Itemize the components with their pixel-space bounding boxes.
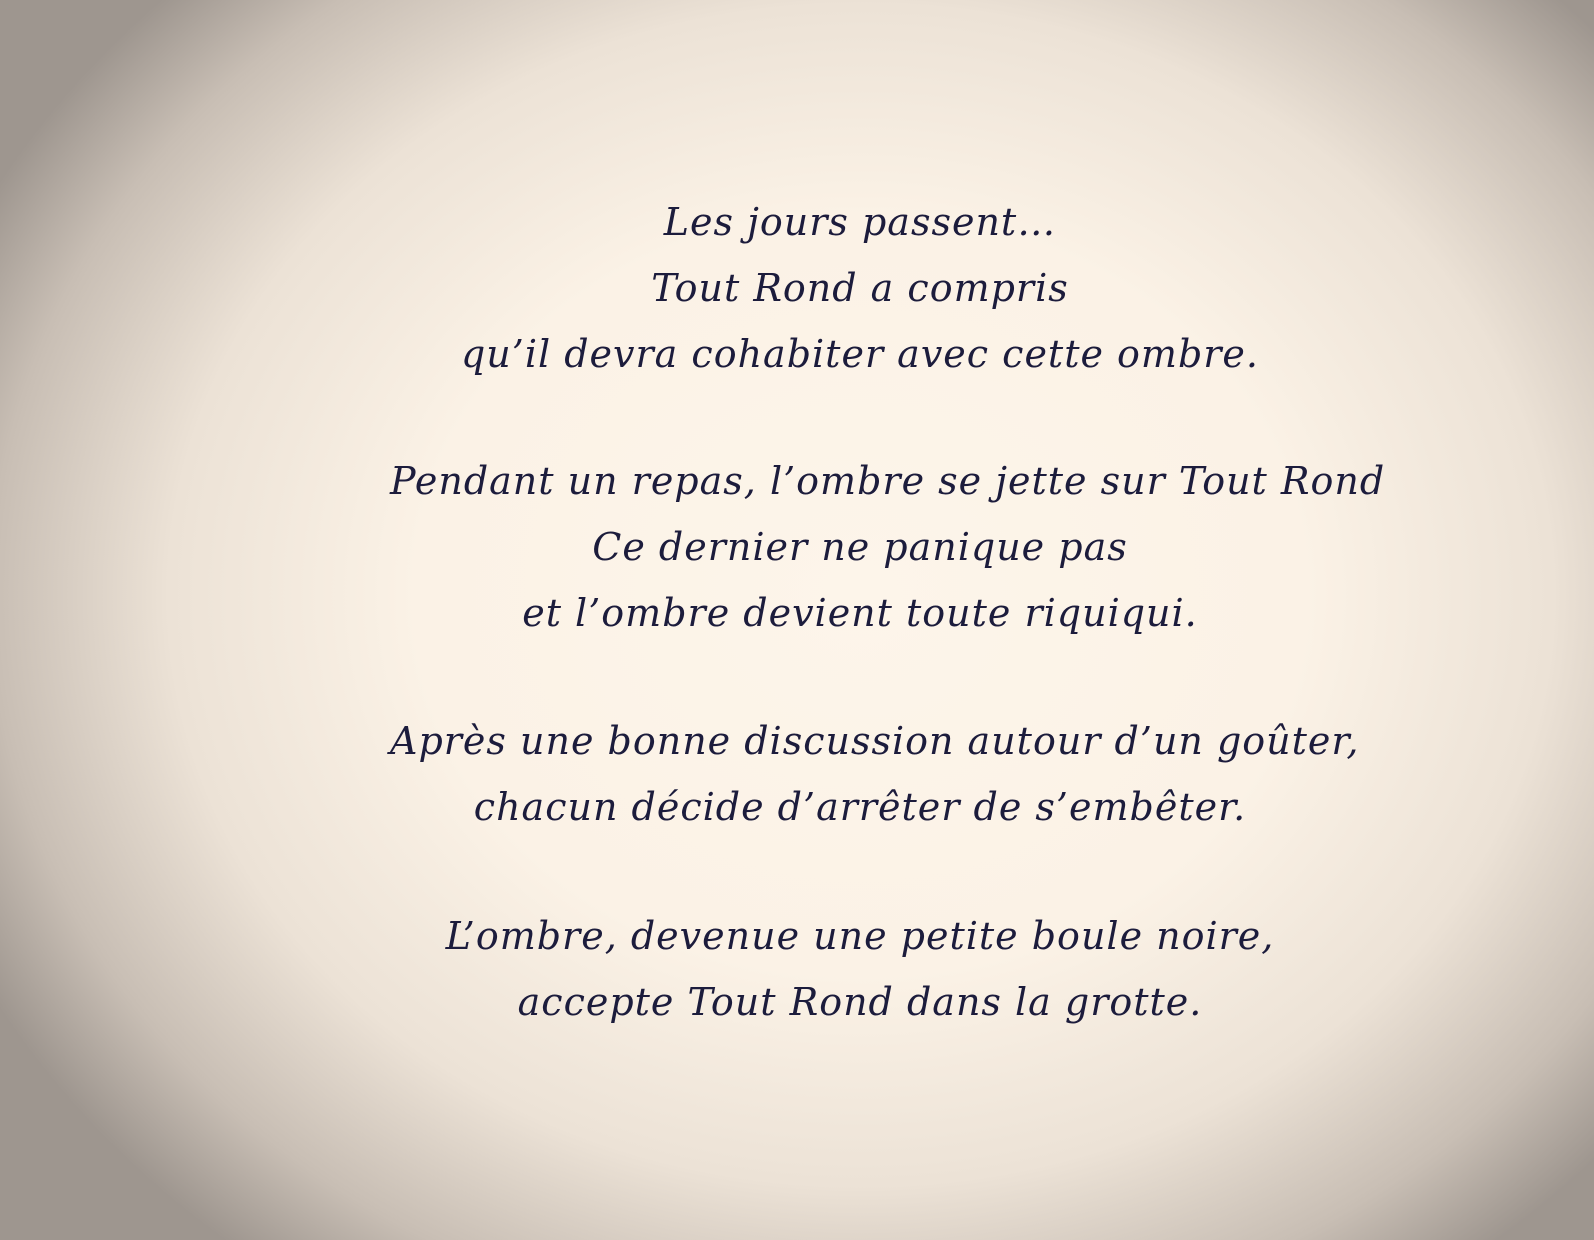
text-line: Pendant un repas, l’ombre se jette sur Tout Rond: [390, 459, 1386, 503]
text-line: Ce dernier ne panique pas: [592, 525, 1128, 569]
text-line: L’ombre, devenue une petite boule noire,: [445, 914, 1275, 958]
text-line: Après une bonne discussion autour d’un goûter,: [390, 719, 1360, 763]
text-line: qu’il devra cohabiter avec cette ombre.: [460, 332, 1260, 376]
text-line: Tout Rond a compris: [651, 266, 1069, 310]
text-line: et l’ombre devient toute riquiqui.: [522, 591, 1198, 635]
stanza-4: [390, 903, 1330, 1035]
stanza-2: [390, 448, 1386, 646]
text-line: Les jours passent…: [663, 200, 1057, 244]
text-line: chacun décide d’arrêter de s’embêter.: [473, 785, 1247, 829]
stanza-1: [390, 189, 1330, 387]
stanza-3: [390, 708, 1360, 840]
text-line: accepte Tout Rond dans la grotte.: [517, 980, 1203, 1024]
